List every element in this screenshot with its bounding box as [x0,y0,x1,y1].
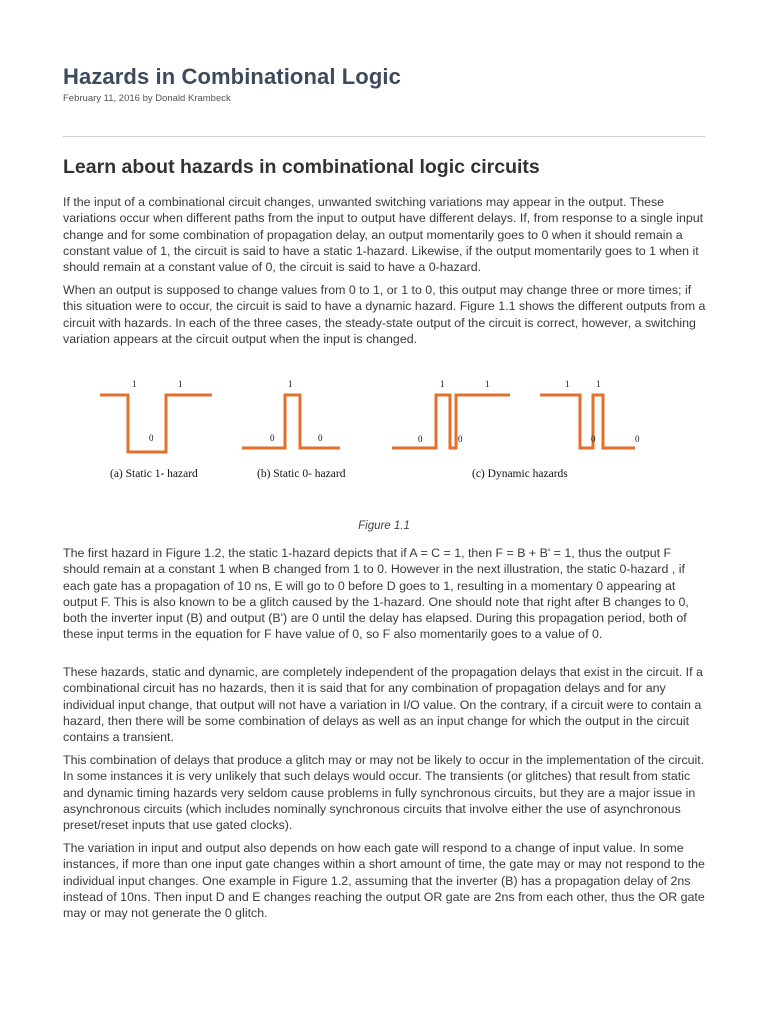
paragraph-3: The first hazard in Figure 1.2, the static 1-hazard depicts that if A = C = 1, then F = B + B' = 1, thus the output F should remain at a constant 1 when B changed from 1 to 0. However in the next illustration, the static 0-hazard , if each gate has a propagation of 10 ns, E will go to 0 before D goes to 1, resulting in a momentary 0 appearing at output F. This is also known to be a glitch caused by the 1-hazard. One should note that right after B changes to 0, both the inverter input (B) and output (B') are 0 until the delay has elapsed. During this propagation period, both of these input terms in the equation for F have value of 0, so F also momentarily goes to a value of 0. [63,546,689,642]
level-label-c-4: 0 [458,434,463,444]
article-subtitle: Learn about hazards in combinational logic circuits [63,156,540,178]
level-label-b-1: 1 [288,379,293,389]
level-label-c-3: 0 [418,434,423,444]
level-label-c-8: 0 [635,434,640,444]
level-label-b-2: 0 [270,433,275,443]
level-label-a-2: 1 [178,379,183,389]
waveform-dynamic-hazard-rising [392,395,510,448]
panel-caption-static-0: (b) Static 0- hazard [257,468,346,480]
divider [63,136,705,137]
article-byline: February 11, 2016 by Donald Krambeck [63,93,231,104]
waveform-static-1-hazard [100,395,212,452]
level-label-c-7: 0 [591,434,596,444]
level-label-a-1: 1 [132,379,137,389]
level-label-c-6: 1 [596,379,601,389]
level-label-a-3: 0 [149,433,154,443]
level-label-c-2: 1 [485,379,490,389]
level-label-b-3: 0 [318,433,323,443]
hazard-waveform-figure [90,370,670,490]
figure-caption: Figure 1.1 [358,520,410,532]
waveforms [100,395,635,452]
paragraph-2: When an output is supposed to change values from 0 to 1, or 1 to 0, this output may change three or more times; if this situation were to occur, the circuit is said to have a dynamic hazard. Figure 1.1 shows the different outputs from a circuit with hazards. In each of the three cases, the steady-state output of the circuit is correct, however, a switching variation appears at the circuit output when the input is changed. [63,283,706,346]
paragraph-1: If the input of a combinational circuit changes, unwanted switching variations may appear in the output. These variations occur when different paths from the input to output have different delays. If, from response to a single input change and for some combination of propagation delay, an output momentarily goes to 0 when it should remain a constant value of 1, the circuit is said to have a static 1-hazard. Likewise, if the output momentarily goes to 1 when it should remain at a constant value of 0, the circuit is said to have a 0-hazard. [63,195,704,275]
level-label-c-1: 1 [440,379,445,389]
article-title: Hazards in Combinational Logic [63,64,401,89]
level-label-c-5: 1 [565,379,570,389]
waveform-static-0-hazard [242,395,340,448]
paragraph-5: This combination of delays that produce a glitch may or may not be likely to occur in the implementation of the circuit. In some instances it is very unlikely that such delays would occur. The transients (or glitches) that result from static and dynamic timing hazards very seldom cause problems in fully synchronous circuits, but they are a major issue in asynchronous circuits (which includes nominally synchronous circuits that involve either the use of asynchronous preset/reset inputs that use gated clocks). [63,753,705,833]
waveform-dynamic-hazard-falling [540,395,635,448]
panel-caption-static-1: (a) Static 1- hazard [110,468,198,480]
panel-caption-dynamic: (c) Dynamic hazards [472,468,568,480]
paragraph-6: The variation in input and output also depends on how each gate will respond to a change of input value. In some instances, if more than one input gate changes within a short amount of time, the gate may or may not respond to the individual input changes. One example in Figure 1.2, assuming that the inverter (B) has a propagation delay of 2ns instead of 10ns. Then input D and E changes reaching the output OR gate are 2ns from each other, thus the OR gate may or may not generate the 0 glitch. [63,841,705,921]
paragraph-4: These hazards, static and dynamic, are completely independent of the propagation delays that exist in the circuit. If a combinational circuit has no hazards, then it is said that for any combination of propagation delays and for any individual input change, that output will not have a variation in I/O value. On the contrary, if a circuit were to contain a hazard, then there will be some combination of delays as well as an input change for which the output in the circuit contains a transient. [63,665,703,745]
